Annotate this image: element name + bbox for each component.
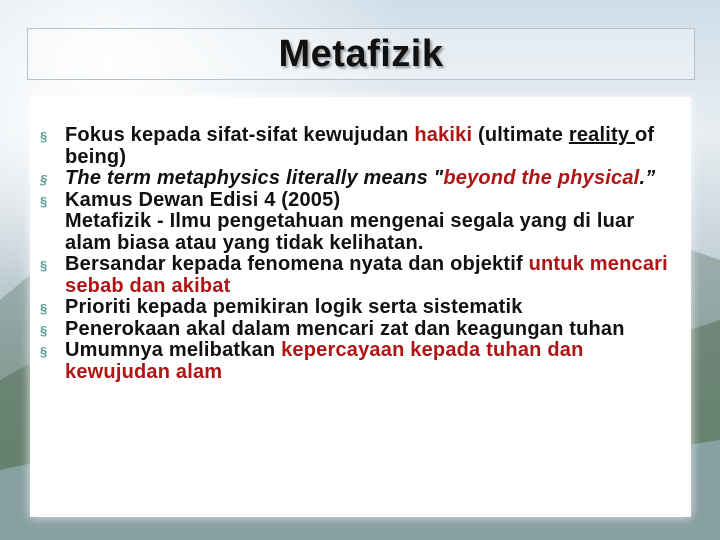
bullet-item-2 [30, 168, 671, 190]
bullet-7-text: Umumnya melibatkan [65, 339, 282, 361]
bullet-7-highlight: kepercayaan kepada tuhan dan kewujudan alam [65, 339, 584, 383]
bullet-1-highlight: hakiki [414, 124, 473, 146]
bullet-marker-icon: § [40, 193, 48, 209]
bullet-5-text: Prioriti kepada pemikiran logik serta sistematik [65, 296, 523, 318]
bullet-marker-icon: § [40, 172, 48, 187]
bullet-marker-icon: § [40, 129, 48, 144]
title-box [27, 28, 695, 80]
bullet-item-1 [30, 125, 671, 168]
bullet-1-text-b: (ultimate [472, 124, 569, 146]
bullet-item-3 [30, 190, 671, 255]
content-panel [30, 97, 691, 517]
bullet-item-5 [30, 297, 671, 319]
bullet-3-definition: Metafizik - Ilmu pengetahuan mengenai segala yang di luar alam biasa atau yang tidak kelihatan. [65, 210, 635, 254]
bullet-2-text-a: The term metaphysics literally means " [65, 167, 444, 189]
bullet-6-text: Penerokaan akal dalam mencari zat dan keagungan tuhan [65, 317, 625, 340]
bullet-marker-icon: § [40, 301, 48, 316]
bullet-item-7 [30, 340, 671, 383]
bullet-4-text: Bersandar kepada fenomena nyata dan objektif [65, 253, 529, 275]
bullet-marker-icon: § [40, 258, 48, 273]
bullet-item-4 [30, 254, 671, 297]
bullet-marker-icon: § [40, 322, 48, 338]
bullet-4-highlight: untuk mencari sebab dan akibat [65, 253, 668, 297]
bullet-1-text-a: Fokus kepada sifat-sifat kewujudan [65, 124, 415, 146]
bullet-3-heading: Kamus Dewan Edisi 4 (2005) [65, 188, 341, 211]
slide-title: Metafizik [278, 32, 444, 75]
bullet-list [30, 97, 691, 383]
bullet-2-text-b: .” [639, 167, 656, 189]
bullet-item-6 [30, 319, 671, 341]
bullet-1-underlined: reality [568, 124, 635, 146]
bullet-2-highlight: beyond the physical [443, 167, 640, 189]
bullet-marker-icon: § [40, 344, 48, 359]
bullet-1-text-c: of being) [65, 124, 655, 168]
